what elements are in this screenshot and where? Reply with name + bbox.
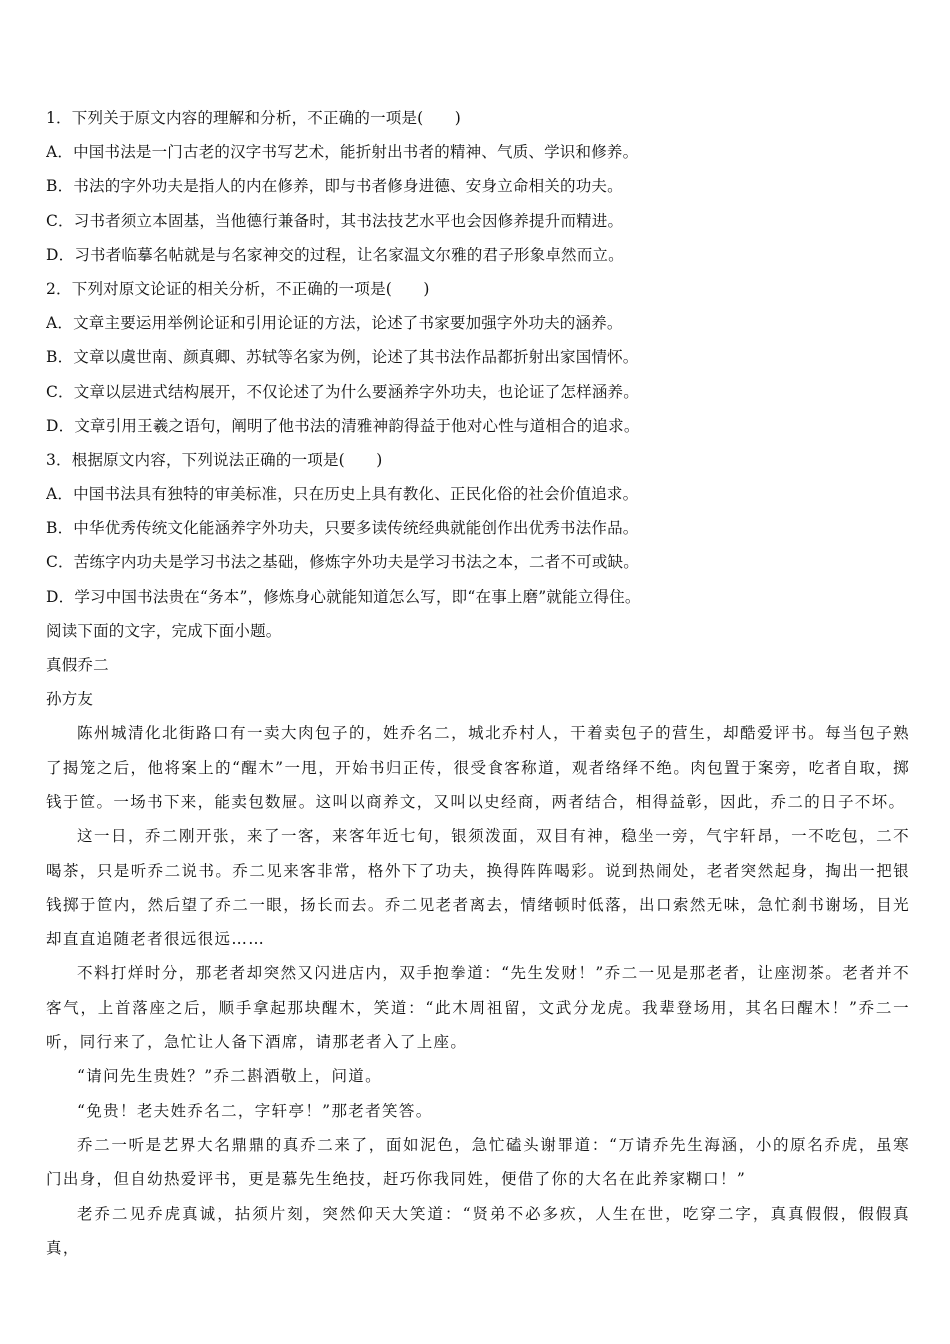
story-paragraph: “免贵！老夫姓乔名二，字轩亭！”那老者笑答。 bbox=[77, 1101, 433, 1120]
story-paragraph: 老乔二见乔虎真诚，拈须片刻，突然仰天大笑道：“贤弟不必多疚，人生在世，吃穿二字，真真假假，假假真真， bbox=[46, 1204, 910, 1257]
option-b: B．文章以虞世南、颜真卿、苏轼等名家为例，论述了其书法作品都折射出家国情怀。 bbox=[46, 348, 639, 367]
story-paragraph: 乔二一听是艺界大名鼎鼎的真乔二来了，面如泥色，急忙磕头谢罪道：“万请乔先生海涵，小的原名乔虎，虽寒门出身，但自幼热爱评书，更是慕先生绝技，赶巧你我同姓，便借了你的大名在此养家糊口！” bbox=[46, 1135, 910, 1189]
option-c: C．苦练字内功夫是学习书法之基础，修炼字外功夫是学习书法之本，二者不可或缺。 bbox=[46, 553, 639, 572]
option-a: A．中国书法是一门古老的汉字书写艺术，能折射出书者的精神、气质、学识和修养。 bbox=[46, 143, 639, 162]
option-a: A．文章主要运用举例论证和引用论证的方法，论述了书家要加强字外功夫的涵养。 bbox=[46, 314, 623, 333]
option-d: D．习书者临摹名帖就是与名家神交的过程，让名家温文尔雅的君子形象卓然而立。 bbox=[46, 245, 624, 264]
story-author: 孙方友 bbox=[46, 690, 94, 709]
reading-instruction: 阅读下面的文字，完成下面小题。 bbox=[46, 621, 282, 640]
option-b: B．中华优秀传统文化能涵养字外功夫，只要多读传统经典就能创作出优秀书法作品。 bbox=[46, 519, 639, 538]
option-d: D．学习中国书法贵在“务本”，修炼身心就能知道怎么写，即“在事上磨”就能立得住。 bbox=[46, 587, 641, 606]
question-2 bbox=[46, 272, 910, 443]
question-stem: 1．下列关于原文内容的理解和分析，不正确的一项是( ) bbox=[46, 109, 462, 127]
story-title: 真假乔二 bbox=[46, 656, 109, 674]
story-paragraph: 不料打烊时分，那老者却突然又闪进店内，双手抱拳道：“先生发财！”乔二一见是那老者，让座沏茶。老者并不客气，上首落座之后，顺手拿起那块醒木，笑道：“此木周祖留，文武分龙虎。我辈登场用，其名曰醒木！”乔二一听，同行来了，急忙让人备下酒席，请那老者入了上座。 bbox=[46, 964, 910, 1052]
story-paragraph: 陈州城清化北街路口有一卖大肉包子的，姓乔名二，城北乔村人，干着卖包子的营生，却酷爱评书。每当包子熟了揭笼之后，他将案上的“醒木”一甩，开始书归正传，很受食客称道，观者络绎不绝。肉包置于案旁，吃者自取，掷钱于笸。一场书下来，能卖包数屉。这叫以商养文，又叫以史经商，两者结合，相得益彰，因此，乔二的日子不坏。 bbox=[46, 724, 910, 811]
question-stem: 2．下列对原文论证的相关分析，不正确的一项是( ) bbox=[46, 279, 430, 298]
question-stem: 3．根据原文内容，下列说法正确的一项是( ) bbox=[46, 450, 383, 469]
option-a: A．中国书法具有独特的审美标准，只在历史上具有教化、正民化俗的社会价值追求。 bbox=[46, 485, 639, 504]
option-b: B．书法的字外功夫是指人的内在修养，即与书者修身进德、安身立命相关的功夫。 bbox=[46, 177, 623, 196]
option-c: C．习书者须立本固基，当他德行兼备时，其书法技艺水平也会因修养提升而精进。 bbox=[46, 211, 624, 230]
question-3 bbox=[46, 443, 910, 614]
option-c: C．文章以层进式结构展开，不仅论述了为什么要涵养字外功夫，也论证了怎样涵养。 bbox=[46, 382, 639, 401]
story-body bbox=[46, 716, 910, 1265]
story-paragraph: “请问先生贵姓？”乔二斟酒敬上，问道。 bbox=[77, 1067, 382, 1086]
story-paragraph: 这一日，乔二刚开张，来了一客，来客年近七旬，银须泼面，双目有神，稳坐一旁，气宇轩昂，一不吃包，二不喝茶，只是听乔二说书。乔二见来客非常，格外下了功夫，换得阵阵喝彩。说到热闹处，老者突然起身，掏出一把银钱掷于笸内，然后望了乔二一眼，扬长而去。乔二见老者离去，情绪顿时低落，出口索然无味，急忙刹书谢场，目光却直直追随老者很远很远…… bbox=[46, 827, 910, 949]
option-d: D．文章引用王羲之语句，阐明了他书法的清雅神韵得益于他对心性与道相合的追求。 bbox=[46, 416, 640, 435]
question-1 bbox=[46, 101, 910, 272]
